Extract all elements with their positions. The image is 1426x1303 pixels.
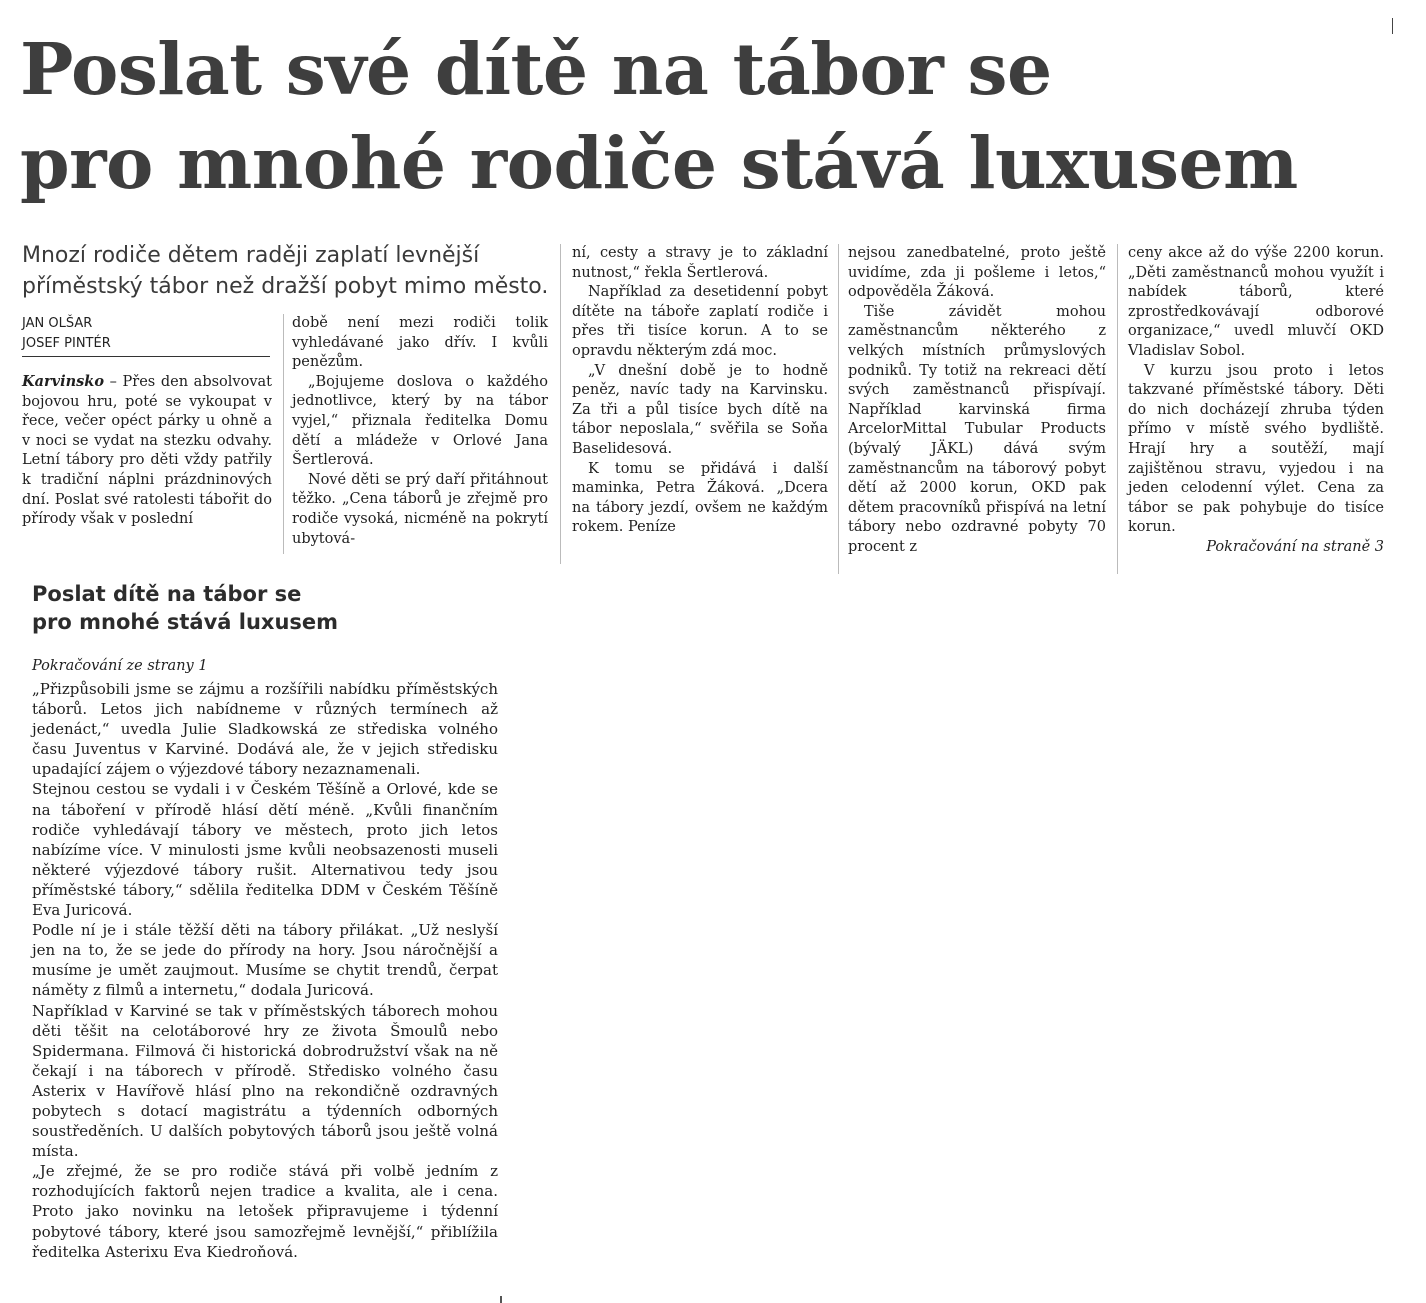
article-column-2 — [292, 314, 548, 549]
headline-line-1: Poslat své dítě na tábor se — [20, 27, 1052, 111]
dateline-place: Karvinsko — [22, 373, 104, 390]
paragraph: Podle ní je i stále těžší děti na tábory přilákat. „Už neslyší jen na to, že se jede do přírody na hory. Jsou náročnější a musíme je umět zaujmout. Musíme se chytit trendů, čerpat náměty z filmů a internetu,“ dodala Juricová. — [32, 921, 498, 1000]
headline — [20, 22, 1410, 210]
column-divider — [838, 244, 839, 574]
paragraph: Stejnou cestou se vydali i v Českém Těšíně a Orlové, kde se na táboření v přírodě hlásí dětí méně. „Kvůli finančním rodiče vyhledávají tábory ve městech, proto jich letos nabízíme více. V minulosti jsme kvůli neobsazenosti museli některé výjezdové tábory rušit. Alternativou tedy jsou příměstské tábory,“ sdělila ředitelka DDM v Českém Těšíně Eva Juricová. — [32, 780, 498, 920]
article-column-5 — [1128, 244, 1384, 558]
paragraph: Nové děti se prý daří přitáhnout těžko. „Cena táborů je zřejmě pro rodiče vysoká, nicméně na pokrytí ubytová- — [292, 471, 548, 547]
continuation-title — [32, 580, 392, 636]
paragraph: „V dnešní době je to hodně peněz, navíc tady na Karvinsku. Za tři a půl tisíce bych dítě na tábor neposlala,“ svěřila se Soňa Baselidesová. — [572, 362, 828, 457]
paragraph: nejsou zanedbatelné, proto ještě uvidíme, zda ji pošleme i letos,“ odpověděla Žáková. — [848, 245, 1106, 301]
paragraph: V kurzu jsou proto i letos takzvané příměstské tábory. Děti do nich docházejí zhruba týden přímo v místě svého bydliště. Hrají hry a soutěží, mají zajištěnou stravu, vyjedou i na jeden celodenní výlet. Cena za tábor se pak pohybuje do tisíce korun. — [1128, 362, 1384, 536]
scan-edge-mark — [1392, 18, 1393, 34]
paragraph-text: – Přes den absolvovat bojovou hru, poté se vykoupat v řece, večer opéct párky u ohně a v noci se vydat na stezku odvahy. Letní tábory pro děti vždy patřily k tradiční náplni prázdninových dní. Poslat své ratolesti tábořit do přírody však v poslední — [22, 374, 272, 528]
paragraph: „Přizpůsobili jsme se zájmu a rozšířili nabídku příměstských táborů. Letos jich nabídneme v různých termínech až jedenáct,“ uvedla Julie Sladkowská ze střediska volného času Juventus v Karviné. Dodává ale, že v jejich středisku upadající zájem o výjezdové tábory nezaznamenali. — [32, 680, 498, 779]
article-column-1 — [22, 372, 272, 530]
column-divider — [560, 244, 561, 564]
paragraph: „Je zřejmé, že se pro rodiče stává při volbě jedním z rozhodujících faktorů nejen tradice a kvalita, ale i cena. Proto jako novinku na letošek připravujeme i týdenní pobytové tábory, které jsou samozřejmě levnější,“ přiblížila ředitelka Asterixu Eva Kiedroňová. — [32, 1162, 498, 1261]
author-2: JOSEF PINTÉR — [22, 336, 111, 351]
column-divider — [1117, 244, 1118, 574]
paragraph — [22, 372, 272, 530]
scan-edge-mark — [500, 1296, 502, 1303]
paragraph: ní, cesty a stravy je to základní nutnost,“ řekla Šertlerová. — [572, 245, 828, 281]
author-1: JAN OLŠAR — [22, 316, 93, 331]
byline — [22, 314, 270, 354]
column-divider — [283, 314, 284, 554]
article-column-4 — [848, 244, 1106, 558]
byline-rule — [22, 356, 270, 357]
continuation-title-line-2: pro mnohé stává luxusem — [32, 610, 339, 634]
paragraph: Tiše závidět mohou zaměstnancům některého z velkých místních průmyslových podniků. Ty totiž na rekreaci dětí svých zaměstnanců přispívají. Například karvinská firma ArcelorMittal Tubular Products (bývalý JÄKL) dává svým zaměstnancům na táborový pobyt dětí až 2000 korun, OKD pak dětem pracovníků přispívá na letní tábory nebo ozdravné pobyty 70 procent z — [848, 303, 1106, 555]
paragraph: ceny akce až do výše 2200 korun. „Děti zaměstnanců mohou využít i nabídek táborů, které zprostředkovávají odborové organizace,“ uvedl mluvčí OKD Vladislav Sobol. — [1128, 245, 1384, 359]
paragraph: Například za desetidenní pobyt dítěte na táboře zaplatí rodiče i přes tři tisíce korun. A to se opravdu některým zdá moc. — [572, 284, 828, 359]
continuation-body — [32, 679, 498, 1262]
paragraph: „Bojujeme doslova o každého jednotlivce, který by na tábor vyjel,“ přiznala ředitelka Domu dětí a mládeže v Orlové Jana Šertlerová. — [292, 373, 548, 469]
article-column-3 — [572, 244, 828, 538]
paragraph: době není mezi rodiči tolik vyhledávané jako dřív. I kvůli penězům. — [292, 315, 548, 371]
continuation-title-line-1: Poslat dítě na tábor se — [32, 582, 302, 606]
paragraph: Například v Karviné se tak v příměstských táborech mohou děti těšit na celotáborové hry ze života Šmoulů nebo Spidermana. Filmová či historická dobrodružství však na ně čekají i na táborech v přírodě. Středisko volného času Asterix v Havířově hlásí plno na rekondičně ozdravných pobytech s dotací magistrátu a týdenních odborných soustředěních. U dalších pobytových táborů jsou ještě volná místa. — [32, 1001, 498, 1161]
lead-paragraph: Mnozí rodiče dětem raději zaplatí levnější příměstský tábor než dražší pobyt mimo město. — [22, 243, 549, 299]
headline-line-2: pro mnohé rodiče stává luxusem — [20, 121, 1298, 205]
continued-from-note: Pokračování ze strany 1 — [32, 658, 208, 674]
continued-to-note: Pokračování na straně 3 — [1206, 538, 1384, 555]
paragraph: K tomu se přidává i další maminka, Petra Žáková. „Dcera na tábory jezdí, ovšem ne každým rokem. Peníze — [572, 460, 828, 536]
